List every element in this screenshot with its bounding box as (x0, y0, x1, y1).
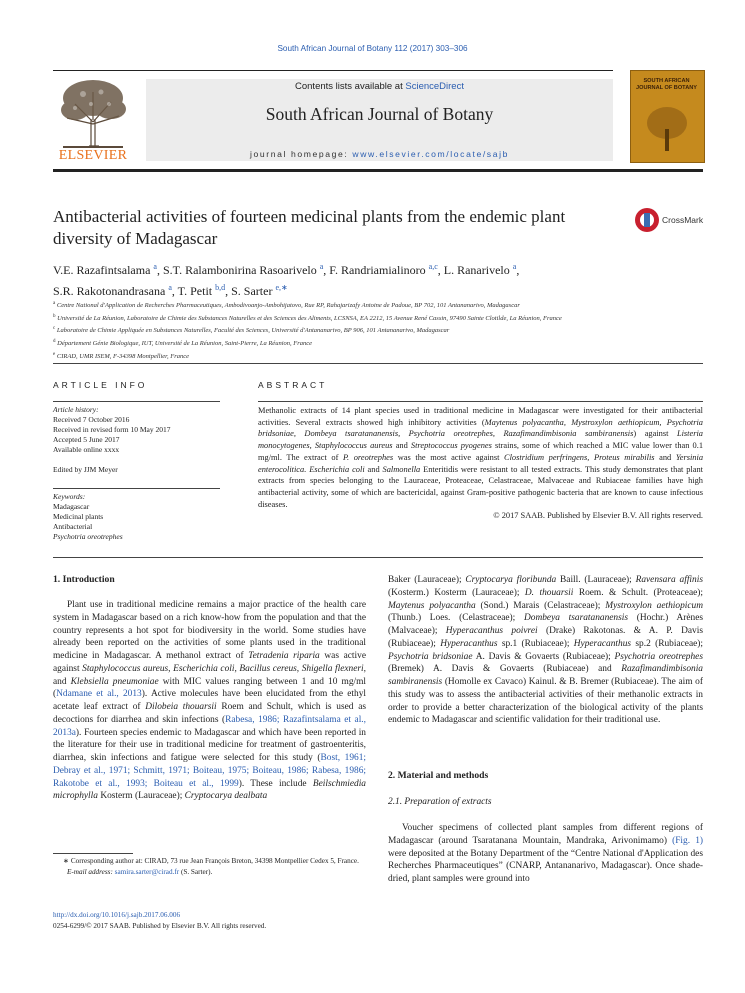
article-info-heading: ARTICLE INFO (53, 380, 148, 390)
intro-continued (388, 574, 703, 727)
methods-paragraph (388, 822, 703, 886)
doi-block (53, 910, 266, 931)
affiliations (53, 299, 713, 362)
author-name[interactable]: L. Ranarivelo (443, 263, 510, 277)
intro-span: (Thunb.) Loes. (Celastraceae); (388, 613, 524, 624)
subsection-heading: 2.1. Preparation of extracts (388, 797, 492, 807)
affiliation-sup: b (53, 313, 56, 319)
intro-italic: Klebsiella pneumoniae (70, 676, 159, 687)
abstract-italic: Listeria monocytogenes, Staphylococcus aureus (258, 429, 703, 451)
intro-paragraph (53, 599, 366, 803)
header-thick-rule (53, 169, 703, 172)
intro-span: ). Active molecules have been elucidated from the ethyl acetate leaf extract of (53, 689, 366, 712)
intro-span: sp.1 (Rubiaceae); (497, 638, 574, 649)
citation-link[interactable]: Bost, 1961; Debray et al., 1971; Schmitt, 1971; Boiteau, 1975; Boiteau, 1986; Rabesa, 1986; Rakotobe et al., 1993; Boiteau et al., 1999 (53, 753, 366, 789)
sciencedirect-link[interactable]: ScienceDirect (405, 81, 464, 92)
author-name[interactable]: S.T. Ralambonirina Rasoarivelo (162, 263, 317, 277)
abstract-heading: ABSTRACT (258, 380, 328, 390)
header-rule (53, 70, 613, 71)
article-title: Antibacterial activities of fourteen medicinal plants from the endemic plant diversity of Madagascar (53, 207, 566, 248)
affiliation-sup: d (53, 338, 56, 344)
intro-italic: Staphylococcus aureus, Escherichia coli, Bacillus cereus, Shigella flexneri, (82, 663, 366, 674)
author-list: V.E. Razafintsalama $^a$, S.T. Ralambonirina Rasoarivelo $^a$, F. Randriamialinoro $^{a,c}$, L. Ranarivelo $^a$, S.R. Rakotonandrasana $^a$, T. Petit $^{b,d}$, S. Sarter $^{e,∗}$ (53, 262, 520, 298)
author-sup[interactable]: a (153, 262, 157, 271)
intro-italic: Hyperacanthus (573, 638, 632, 649)
email-suffix: (S. Sarter). (180, 867, 213, 876)
intro-span: with MIC values ranging between 1 and 10 mg/ml ( (53, 676, 367, 700)
affiliation-sup: e (53, 351, 56, 357)
abstract-italic: Streptococcus pyogenes (410, 441, 492, 451)
homepage-link[interactable]: www.elsevier.com/locate/sajb (352, 149, 509, 159)
intro-span: (Hochr.) Arènes (Malvaceae); (388, 613, 703, 636)
intro-italic: Razafimandimbisonia sambiranensis (388, 664, 703, 687)
affiliation-text: Centre National d'Application de Recherches Pharmaceutiques, Ambodivoanjo-Ambohijatovo, Rue RP, Rahajarizafy Antoine de Padoue, BP 702, 101 Antananarivo, Madagascar (56, 302, 520, 310)
keywords (53, 492, 223, 542)
affiliation-text: Département Génie Biologique, IUT, Université de La Réunion, Saint-Pierre, La Réunion, France (57, 340, 313, 348)
intro-span: (Drake) Rakotonas. & A. P. Davis (Rubiaceae); (388, 626, 703, 649)
keyword: Medicinal plants (53, 512, 104, 521)
abstract-italic: Maytenus polyacantha, Mystroxylon aethiopicum, Psychotria bridsoniae, Dombeya tsaratananensis, Psychotria oreotrephes, Razafimandimbisonia sambiranensis (258, 417, 703, 439)
intro-span: (Sond.) Marais (Celastraceae); (475, 600, 606, 611)
abstract-span: and (654, 452, 676, 462)
citation-link[interactable]: Rabesa, 1986; Razafintsalama et al., 2013a (53, 714, 366, 738)
abstract-rule (258, 401, 703, 402)
elsevier-wordmark: ELSEVIER (58, 148, 128, 163)
intro-heading: 1. Introduction (53, 574, 115, 585)
keywords-label: Keywords: (53, 492, 86, 501)
doi-link[interactable]: http://dx.doi.org/10.1016/j.sajb.2017.06.006 (53, 911, 181, 919)
abstract-italic: Salmonella (382, 464, 421, 474)
history-item: Available online xxxx (53, 445, 120, 454)
intro-italic: Hyperacanthus poivrei (445, 626, 538, 636)
author-name[interactable]: S. Sarter (231, 284, 273, 298)
intro-italic: D. thouarsii (524, 587, 574, 598)
intro-span: (Kosterm.) Kosterm (Lauraceae); (388, 587, 525, 598)
intro-span: sp.2 (Rubiaceae); (631, 638, 703, 649)
footnote-star: ∗ (63, 857, 70, 865)
history-item: Accepted 5 June 2017 (53, 435, 120, 444)
affiliation (53, 312, 713, 325)
author-sup[interactable]: a (168, 283, 172, 292)
footnote-text: Corresponding author at: CIRAD, 73 rue Jean François Breton, 34398 Montpellier Cedex 5, France. (70, 857, 359, 865)
footnote-rule (53, 853, 133, 854)
author-name[interactable]: S.R. Rakotonandrasana (53, 284, 166, 298)
contents-line (146, 81, 613, 92)
intro-italic: Cryptocarya dealbata (184, 791, 268, 802)
author-sup[interactable]: b,d (215, 283, 226, 292)
affiliation-text: Université de La Réunion, Laboratoire de Chimie des Substances Naturelles et des Sciences des Aliments, LCSNSA, EA 2212, 15 Avenue René Cassin, 97490 Sainte Clotilde, La Réunion, France (57, 314, 562, 322)
intro-italic: Mystroxylon aethiopicum (605, 600, 704, 611)
article-history (53, 405, 223, 475)
issn-line: 0254-6299/© 2017 SAAB. Published by Elsevier B.V. All rights reserved. (53, 921, 267, 930)
abstract-italic: Yersinia enterocolitica. Escherichia coli (258, 452, 704, 474)
abstract-italic: Clostridium perfringens, Proteus mirabilis (504, 452, 655, 462)
affiliation-text: Laboratoire de Chimie Appliquée en Substances Naturelles, Faculté des Sciences, Université d'Antananarivo, BP 906, 101 Antananarivo, Madagascar (56, 327, 450, 335)
journal-homepage (146, 149, 613, 159)
intro-span: Baill. (Lauraceae); (556, 575, 636, 585)
history-item: Received in revised form 10 May 2017 (53, 425, 171, 434)
affiliation (53, 299, 713, 312)
email-label: E-mail address: (67, 867, 113, 876)
author-name[interactable]: F. Randriamialinoro (329, 263, 426, 277)
abstract-span: and (364, 464, 383, 474)
keyword: Madagascar (53, 502, 90, 511)
abstract-span: Enteritidis were resistant to all tested extracts. This study demonstrates that plant extracts from species belonging to the Lauraceae, Proteaceae, Celastraceae, Malvaceae and Rubiaceae families have high antibacterial activity, some of which are bactericidal, against Gram-positive pathogenic bacteria that are known to cause infectious diseases. (258, 464, 703, 509)
abstract-span: and (392, 441, 411, 451)
affiliation (53, 337, 713, 350)
history-label: Article history: (53, 405, 99, 414)
keyword: Antibacterial (53, 522, 93, 531)
intro-span: Roem and Schult, which is used as decoctions for diarrhea and skin infections ( (53, 702, 367, 725)
affiliation-text: CIRAD, UMR ISEM, F-34398 Montpellier, France (56, 352, 189, 360)
contents-prefix: Contents lists available at (295, 81, 403, 92)
author-sup[interactable]: a,c (428, 262, 438, 271)
intro-italic: Hyperacanthus (440, 638, 498, 649)
abstract-text (258, 405, 703, 522)
intro-span: ). Fourteen species endemic to Madagascar and which have been reported in the literature for their use in traditional medicine for treatment of gastroenteritis, diarrhea, skin infections and fatigue were selected for this study ( (53, 727, 366, 763)
intro-span: (Bremek) A. Davis & Govaerts (Rubiaceae) and (388, 664, 622, 675)
section-rule (53, 363, 703, 364)
intro-italic: Tetradenia riparia (248, 651, 320, 661)
abstract-span: Methanolic extracts of 14 plant species used in traditional medicine in Madagascar were investigated for their antibacterial activities. Several extracts showed high inhibitory activities ( (258, 406, 703, 427)
abstract-span: strains, some of which reached a MIC value lower than 0.1 mg/ml. The extract of (258, 441, 704, 462)
citation-link[interactable]: Ndamane et al., 2013 (56, 689, 142, 700)
intro-span: and (53, 676, 71, 687)
intro-span: was active against (53, 651, 366, 674)
keywords-rule (53, 488, 220, 489)
author-name[interactable]: T. Petit (177, 284, 213, 298)
methods-span: were deposited at the Botany Department of the “Centre National d'Application des Recherches Pharmaceutiques” (CNARP, Antananarivo, Madagascar). Once shade-dried, plant samples were ground into (388, 848, 703, 884)
methods-heading: 2. Material and methods (388, 770, 489, 781)
intro-span: Kosterm (Lauraceae); (97, 791, 185, 802)
abstract-copyright: © 2017 SAAB. Published by Elsevier B.V. All rights reserved. (493, 511, 703, 521)
figure-link[interactable]: (Fig. 1) (672, 835, 703, 846)
affiliation-sup: a (53, 301, 56, 306)
intro-italic: Maytenus polyacantha (388, 600, 476, 611)
cover-title: SOUTH AFRICAN JOURNAL OF BOTANY (635, 78, 697, 91)
email-link[interactable]: samira.sarter@cirad.fr (114, 867, 180, 876)
intro-italic: Cryptocarya floribunda (465, 575, 557, 585)
author-sup[interactable]: a (319, 262, 324, 271)
author-name[interactable]: V.E. Razafintsalama (53, 263, 151, 277)
author-sup[interactable]: a (512, 262, 517, 271)
intro-italic: Dilobeia thouarsii (145, 702, 217, 712)
article-info-rule (53, 401, 220, 402)
abstract-italic: P. oreotrephes (343, 452, 394, 462)
intro-span: A. Davis & Govaerts (Rubiaceae); (472, 651, 615, 662)
abstract-span: ) against (633, 429, 677, 439)
abstract-bottom-rule (53, 557, 703, 558)
affiliation-sup: c (53, 326, 56, 332)
intro-italic: Psychotria bridsoniae (388, 651, 473, 662)
abstract-span: was the most active against (393, 452, 505, 462)
crossmark-badge[interactable] (634, 207, 704, 233)
affiliation (53, 324, 713, 337)
intro-italic: Psychotria oreotrephes (614, 651, 703, 662)
history-item: Received 7 October 2016 (53, 415, 130, 424)
crossmark-label: CrossMark (662, 215, 704, 225)
intro-span: (Homolle ex Cavaco) Kainul. & B. Bremer (Rubiaceae). The aim of this study was to assess the antibacterial activities of their methanolic extracts in order to provide a better characterization of the biological activity of the plants endemic to Madagascar and scientific validation for their traditional use. (388, 677, 703, 726)
author-sup[interactable]: e,∗ (275, 283, 288, 292)
intro-span: Roem. & Schult. (Proteaceae); (573, 587, 703, 598)
homepage-prefix: journal homepage: (250, 149, 349, 159)
journal-name: South African Journal of Botany (265, 104, 494, 124)
intro-italic: Dombeya tsaratananensis (524, 613, 629, 624)
edited-by: Edited by JJM Meyer (53, 465, 118, 474)
intro-span: Plant use in traditional medicine remains a major practice of the health care system in Madagascar based on a rich know-how from the population and that the country represents a hot spot for biodiversity in the world. Some studies have already been reported on the activities of some plants used in the traditional medicine in Madagascar. A methanol extract of (53, 600, 366, 661)
methods-span: Voucher specimens of collected plant samples from different regions of Madagascar (around Tsaratanana Mountain, Mandraka, Arivonimamo) (388, 823, 703, 846)
keyword: Psychotria oreotrephes (53, 532, 123, 541)
journal-citation[interactable]: South African Journal of Botany 112 (2017) 303–306 (277, 44, 468, 53)
intro-span: ). These include (238, 778, 313, 789)
corresponding-author-footnote (53, 856, 373, 877)
affiliation (53, 350, 713, 363)
intro-italic: Beilschmiedia microphylla (53, 778, 366, 802)
intro-italic: Ravensara affinis (635, 575, 703, 585)
intro-span: Baker (Lauraceae); (388, 575, 466, 585)
